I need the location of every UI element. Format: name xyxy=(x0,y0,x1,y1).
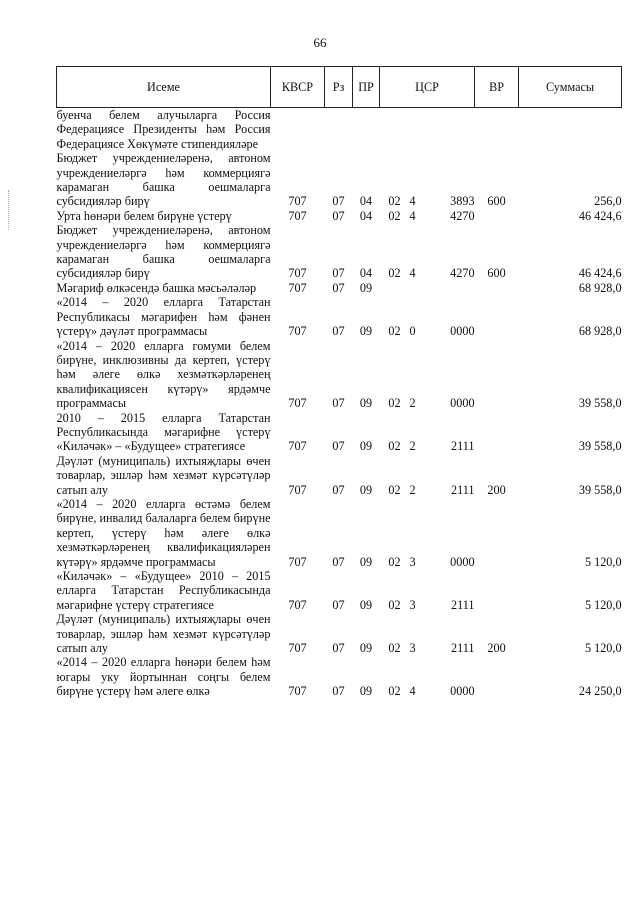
row-kvsr: 707 xyxy=(288,208,307,223)
row-rz: 07 xyxy=(332,194,345,209)
row-pr xyxy=(353,108,380,152)
row-csr-a: 02 xyxy=(388,482,401,497)
row-kvsr: 707 xyxy=(288,554,307,569)
row-csr-b: 2 xyxy=(409,396,416,411)
row-sum: 68 928,0 xyxy=(578,280,622,295)
row-sum: 39 558,0 xyxy=(578,396,622,411)
row-rz: 07 xyxy=(332,266,345,281)
table-row xyxy=(57,281,622,295)
header-rz: Рз xyxy=(325,67,353,108)
row-name: 2010 – 2015 елларга Татарстан Республикасында мәгарифне үстерү «Киләчәк» – «Будущее» стратегиясе xyxy=(56,410,271,454)
row-rz: 07 xyxy=(332,324,345,339)
header-kvsr: КВСР xyxy=(271,67,325,108)
row-vr xyxy=(475,497,519,569)
row-vr xyxy=(475,655,519,698)
row-pr: 09 xyxy=(359,641,373,656)
row-name: «2014 – 2020 елларга өстәмә белем бирүне, инвалид балаларга белем бирүне кертеп, үстерү һәм әлеге өлкә хезмәткәрләренең квалификацияләрен күтәрү» ярдәмче программасы xyxy=(56,496,271,569)
row-csr-a xyxy=(380,281,410,295)
row-kvsr: 707 xyxy=(288,324,307,339)
row-csr-a: 02 xyxy=(388,396,401,411)
row-name: Урта һөнәри белем бирүне үстерү xyxy=(56,208,232,223)
row-pr: 09 xyxy=(359,324,373,339)
table-row xyxy=(57,295,622,338)
row-csr-c: 2111 xyxy=(451,641,475,656)
row-name: буенча белем алучыларга Россия Федерациясе Президенты һәм Россия Федерациясе Хөкүмәте стипендияләре xyxy=(56,108,271,151)
row-pr: 09 xyxy=(359,396,373,411)
row-csr-c: 4270 xyxy=(450,266,475,281)
row-csr-b: 2 xyxy=(409,482,416,497)
budget-table xyxy=(56,66,622,699)
row-rz: 07 xyxy=(332,208,345,223)
row-name: «Киләчәк» – «Будущее» 2010 – 2015 елларга Татарстан Республикасында мәгарифне үстерү стратегиясе xyxy=(56,569,271,612)
table-row xyxy=(57,411,622,454)
row-vr xyxy=(475,569,519,612)
scan-margin-mark xyxy=(8,190,10,230)
row-pr: 09 xyxy=(359,482,373,497)
row-csr-b: 4 xyxy=(409,194,416,209)
row-csr-c: 0000 xyxy=(450,554,475,569)
row-csr-b: 3 xyxy=(409,554,416,569)
row-vr: 200 xyxy=(487,641,506,656)
row-pr: 09 xyxy=(359,554,373,569)
row-name: Бюджет учреждениеләренә, автоном учреждениеләргә һәм коммерциягә карамаган башка оешмаларга субсидияләр бирү xyxy=(56,223,271,281)
row-rz: 07 xyxy=(332,439,345,454)
row-rz: 07 xyxy=(332,482,345,497)
row-csr-b: 3 xyxy=(409,641,416,656)
row-vr: 600 xyxy=(487,266,506,281)
table-row xyxy=(57,339,622,411)
row-kvsr: 707 xyxy=(288,266,307,281)
header-pr: ПР xyxy=(353,67,380,108)
row-kvsr: 707 xyxy=(288,684,307,699)
row-csr-c: 2111 xyxy=(451,482,475,497)
row-sum: 5 120,0 xyxy=(584,597,622,612)
row-csr-c: 2111 xyxy=(451,597,475,612)
row-vr: 200 xyxy=(487,482,506,497)
row-rz: 07 xyxy=(332,554,345,569)
row-name: Дәүләт (муниципаль) ихтыяҗлары өчен товарлар, эшләр һәм хезмәт күрсәтүләр сатып алу xyxy=(56,453,271,497)
table-row xyxy=(57,497,622,569)
row-csr-a: 02 xyxy=(388,266,401,281)
row-sum: 256,0 xyxy=(594,194,622,209)
row-csr-a: 02 xyxy=(388,641,401,656)
row-csr-a: 02 xyxy=(388,208,401,223)
row-kvsr: 707 xyxy=(288,396,307,411)
row-vr xyxy=(475,295,519,338)
row-sum: 46 424,6 xyxy=(578,266,622,281)
row-csr-c: 0000 xyxy=(450,684,475,699)
row-kvsr: 707 xyxy=(288,439,307,454)
row-pr: 09 xyxy=(359,280,373,295)
row-pr: 04 xyxy=(359,194,373,209)
row-kvsr: 707 xyxy=(288,482,307,497)
row-rz: 07 xyxy=(332,641,345,656)
row-vr xyxy=(475,411,519,454)
row-pr: 04 xyxy=(359,208,373,223)
row-csr-b xyxy=(410,281,430,295)
row-kvsr: 707 xyxy=(288,194,307,209)
table-row xyxy=(57,151,622,209)
row-sum: 5 120,0 xyxy=(584,641,622,656)
row-csr-a: 02 xyxy=(388,324,401,339)
row-pr: 09 xyxy=(359,684,373,699)
table-row xyxy=(57,108,622,152)
row-csr-a: 02 xyxy=(388,597,401,612)
row-csr-b: 4 xyxy=(409,684,416,699)
row-csr-b: 4 xyxy=(409,266,416,281)
table-header-row xyxy=(57,67,622,108)
row-kvsr: 707 xyxy=(288,597,307,612)
row-csr-b: 0 xyxy=(409,324,416,339)
table-row xyxy=(57,454,622,497)
row-kvsr xyxy=(271,108,325,152)
table-row xyxy=(57,209,622,223)
row-sum: 39 558,0 xyxy=(578,482,622,497)
row-csr-c: 2111 xyxy=(451,439,475,454)
row-rz xyxy=(325,108,353,152)
table-row xyxy=(57,223,622,281)
row-rz: 07 xyxy=(332,396,345,411)
row-csr-a: 02 xyxy=(388,194,401,209)
row-sum: 68 928,0 xyxy=(578,324,622,339)
row-csr-a xyxy=(380,108,410,152)
row-kvsr: 707 xyxy=(288,641,307,656)
row-rz: 07 xyxy=(332,684,345,699)
row-kvsr: 707 xyxy=(288,280,307,295)
row-csr-b: 3 xyxy=(409,597,416,612)
row-csr-c: 0000 xyxy=(450,324,475,339)
row-csr-c xyxy=(430,108,475,152)
row-pr: 09 xyxy=(359,439,373,454)
row-sum: 46 424,6 xyxy=(578,208,622,223)
table-row xyxy=(57,612,622,655)
row-rz: 07 xyxy=(332,597,345,612)
row-name: «2014 – 2020 елларга һөнәри белем һәм югары уку йортыннан соңгы белем бирүне үстерү һәм әлеге өлкә xyxy=(56,655,271,699)
row-vr xyxy=(475,108,519,152)
header-csr: ЦСР xyxy=(380,67,475,108)
row-csr-c: 3893 xyxy=(450,194,475,209)
row-pr: 04 xyxy=(359,266,373,281)
row-name: «2014 – 2020 елларга Татарстан Республикасы мәгарифен һәм фәнен үстерү» дәүләт программасы xyxy=(56,295,271,339)
row-csr-c: 4270 xyxy=(450,208,475,223)
row-vr: 600 xyxy=(487,194,506,209)
header-name: Исеме xyxy=(57,67,271,108)
row-rz: 07 xyxy=(332,280,345,295)
row-sum xyxy=(519,108,622,152)
row-csr-c: 0000 xyxy=(450,396,475,411)
row-name: Бюджет учреждениеләренә, автоном учреждениеләргә һәм коммерциягә карамаган башка оешмаларга субсидияләр бирү xyxy=(56,151,271,209)
page-number: 66 xyxy=(313,35,327,50)
row-vr xyxy=(475,281,519,295)
table-row xyxy=(57,655,622,698)
row-sum: 24 250,0 xyxy=(578,684,622,699)
row-csr-a: 02 xyxy=(388,554,401,569)
row-csr-b xyxy=(410,108,430,152)
header-vr: ВР xyxy=(475,67,519,108)
row-csr-a: 02 xyxy=(388,684,401,699)
row-pr: 09 xyxy=(359,597,373,612)
row-csr-c xyxy=(430,281,475,295)
header-sum: Суммасы xyxy=(519,67,622,108)
row-csr-b: 4 xyxy=(409,208,416,223)
row-csr-a: 02 xyxy=(388,439,401,454)
row-sum: 39 558,0 xyxy=(578,439,622,454)
row-name: Мәгариф өлкәсендә башка мәсьәләләр xyxy=(56,280,257,295)
row-sum: 5 120,0 xyxy=(584,554,622,569)
row-name: «2014 – 2020 елларга гомуми белем бирүне, инклюзивны да кертеп, үстерү һәм әлеге өлкә хезмәткәрләренең квалификациясен күтәрү» ярдәмче программасы xyxy=(56,338,271,411)
table-row xyxy=(57,569,622,612)
row-vr xyxy=(475,339,519,411)
row-name: Дәүләт (муниципаль) ихтыяҗлары өчен товарлар, эшләр һәм хезмәт күрсәтүләр сатып алу xyxy=(56,612,271,656)
row-csr-b: 2 xyxy=(409,439,416,454)
row-vr xyxy=(475,209,519,223)
table-body xyxy=(57,108,622,699)
